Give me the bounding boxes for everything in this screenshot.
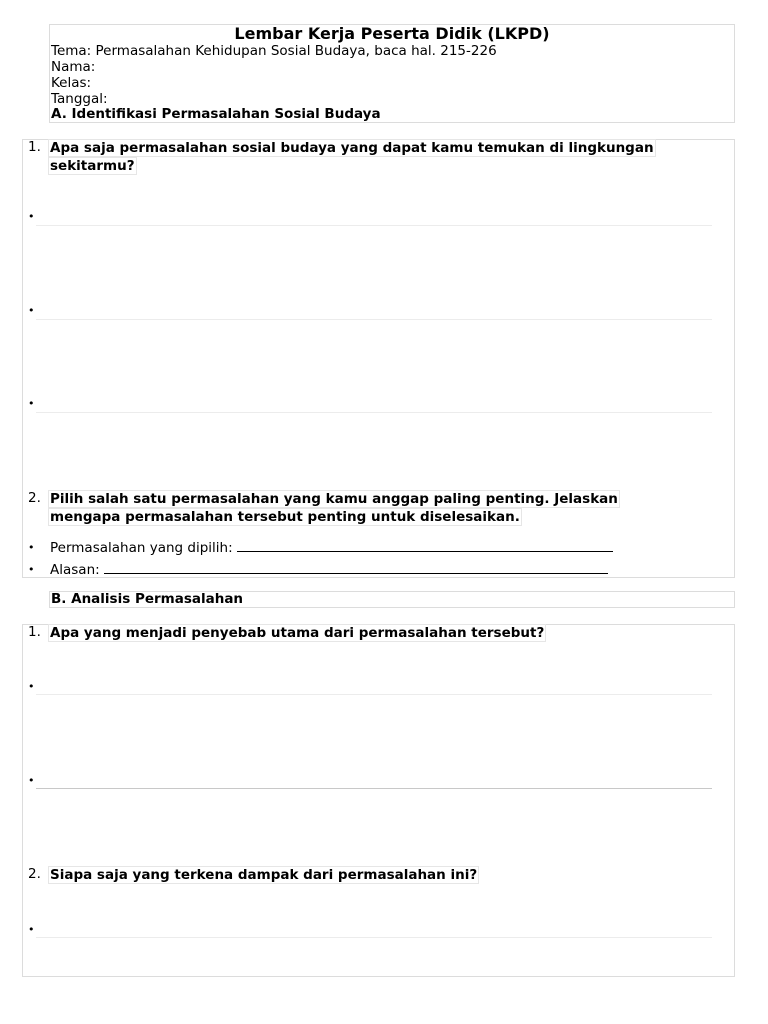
question-b1-line1: Apa yang menjadi penyebab utama dari permasalahan tersebut? — [50, 625, 545, 641]
question-a1 — [50, 139, 656, 175]
answer-line-b2-1[interactable] — [36, 937, 712, 938]
question-b2 — [50, 866, 479, 884]
section-a-heading: A. Identifikasi Permasalahan Sosial Budaya — [51, 106, 381, 122]
answer-line-a1-2[interactable] — [36, 319, 712, 320]
reason-label: Alasan: — [50, 562, 100, 578]
chosen-problem-field[interactable] — [50, 539, 613, 556]
question-a2 — [50, 490, 620, 526]
question-number: 2. — [28, 866, 41, 882]
chosen-problem-blank[interactable] — [237, 539, 613, 552]
question-a1-line2: sekitarmu? — [50, 158, 135, 174]
chosen-problem-label: Permasalahan yang dipilih: — [50, 540, 233, 556]
bullet-a1-2: • — [28, 304, 35, 317]
question-a1-line1: Apa saja permasalahan sosial budaya yang dapat kamu temukan di lingkungan — [50, 140, 654, 156]
reason-blank[interactable] — [104, 561, 608, 574]
nama-field[interactable]: Nama: — [51, 59, 96, 75]
bullet-b1-1: • — [28, 680, 35, 693]
answer-line-b1-1[interactable] — [36, 694, 712, 695]
question-b1 — [50, 624, 546, 642]
tema-line: Tema: Permasalahan Kehidupan Sosial Budaya, baca hal. 215-226 — [51, 43, 497, 59]
bullet-b2-1: • — [28, 923, 35, 936]
question-a2-line1: Pilih salah satu permasalahan yang kamu anggap paling penting. Jelaskan — [50, 491, 618, 507]
reason-field[interactable] — [50, 561, 608, 578]
answer-line-a1-3[interactable] — [36, 412, 712, 413]
question-number: 2. — [28, 490, 41, 506]
question-number: 1. — [28, 624, 41, 640]
section-b-heading: B. Analisis Permasalahan — [51, 591, 244, 607]
question-number: 1. — [28, 139, 41, 155]
question-a2-line2: mengapa permasalahan tersebut penting untuk diselesaikan. — [50, 509, 520, 525]
bullet-b1-2: • — [28, 774, 35, 787]
section-b-box — [22, 624, 735, 977]
answer-line-a1-1[interactable] — [36, 225, 712, 226]
tanggal-field[interactable]: Tanggal: — [51, 91, 108, 107]
answer-line-b1-2[interactable] — [36, 788, 712, 789]
bullet-a1-3: • — [28, 397, 35, 410]
kelas-field[interactable]: Kelas: — [51, 75, 92, 91]
bullet-a1-1: • — [28, 210, 35, 223]
bullet-a2-1: • — [28, 541, 35, 554]
question-b2-line1: Siapa saja yang terkena dampak dari permasalahan ini? — [50, 867, 478, 883]
document-title: Lembar Kerja Peserta Didik (LKPD) — [234, 24, 550, 43]
bullet-a2-2: • — [28, 563, 35, 576]
